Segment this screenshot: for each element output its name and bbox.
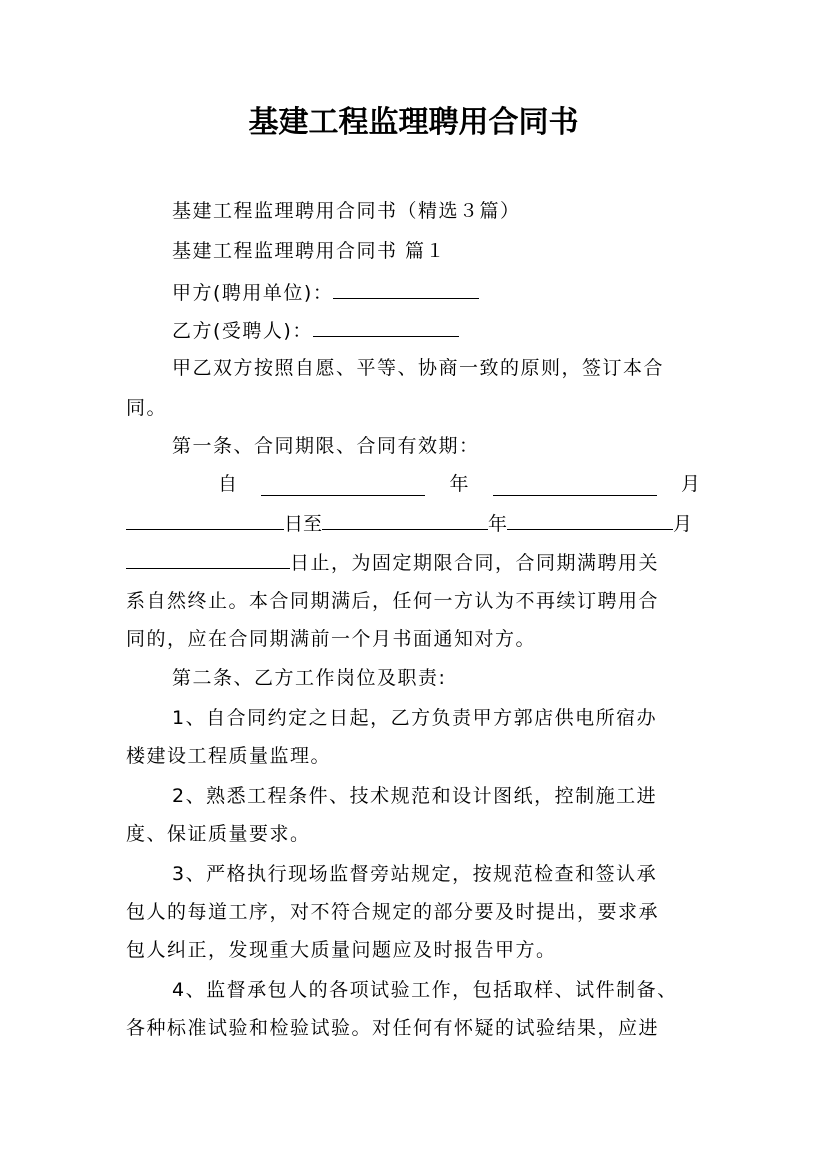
paragraph-line: 甲乙双方按照自愿、平等、协商一致的原则，签订本合 [172, 357, 665, 379]
date-day-to-label: 日至 [284, 513, 323, 535]
document-title: 基建工程监理聘用合同书 [248, 105, 579, 140]
date-blank [126, 511, 284, 530]
section-heading: 基建工程监理聘用合同书 篇１ [172, 240, 447, 262]
party-a-label: 甲方(聘用单位)： [172, 282, 334, 304]
paragraph-line: 同。 [126, 397, 168, 419]
subtitle-line: 基建工程监理聘用合同书（精选３篇） [172, 200, 521, 222]
paragraph-text: 日止，为固定期限合同，合同期满聘用关 [290, 552, 660, 574]
list-item-line: 4、监督承包人的各项试验工作，包括取样、试件制备、 [172, 979, 678, 1001]
date-line-3 [126, 550, 706, 574]
list-item-line: 2、熟悉工程条件、技术规范和设计图纸，控制施工进 [172, 785, 658, 807]
article-heading: 第一条、合同期限、合同有效期： [172, 435, 480, 457]
party-b-blank [313, 318, 459, 337]
party-b-label: 乙方(受聘人)： [172, 320, 313, 342]
paragraph-line: 同的，应在合同期满前一个月书面通知对方。 [126, 628, 537, 650]
party-b-line [172, 318, 712, 342]
date-line-1 [126, 472, 700, 496]
date-year-label: 年 [449, 473, 469, 495]
date-blank [507, 511, 673, 530]
date-blank [493, 477, 657, 496]
list-item-line: 楼建设工程质量监理。 [126, 745, 332, 767]
date-month-label: 月 [680, 473, 700, 495]
date-blank [322, 511, 488, 530]
date-from-label: 自 [218, 473, 238, 495]
date-year-label: 年 [488, 513, 508, 535]
paragraph-line: 系自然终止。本合同期满后，任何一方认为不再续订聘用合 [126, 590, 660, 612]
party-a-line [172, 280, 712, 304]
list-item-line: 1、自合同约定之日起，乙方负责甲方郭店供电所宿办 [172, 707, 658, 729]
article-heading: 第二条、乙方工作岗位及职责: [172, 667, 447, 689]
date-month-label: 月 [673, 513, 693, 535]
party-a-blank [333, 280, 479, 299]
list-item-line: 包人的每道工序，对不符合规定的部分要及时提出，要求承 [126, 901, 660, 923]
list-item-line: 3、严格执行现场监督旁站规定，按规范检查和签认承 [172, 863, 658, 885]
list-item-line: 各种标准试验和检验试验。对任何有怀疑的试验结果，应进 [126, 1017, 660, 1039]
date-blank [261, 477, 425, 496]
date-blank [126, 550, 290, 569]
date-line-2 [126, 511, 706, 535]
list-item-line: 包人纠正，发现重大质量问题应及时报告甲方。 [126, 939, 557, 961]
list-item-line: 度、保证质量要求。 [126, 823, 311, 845]
